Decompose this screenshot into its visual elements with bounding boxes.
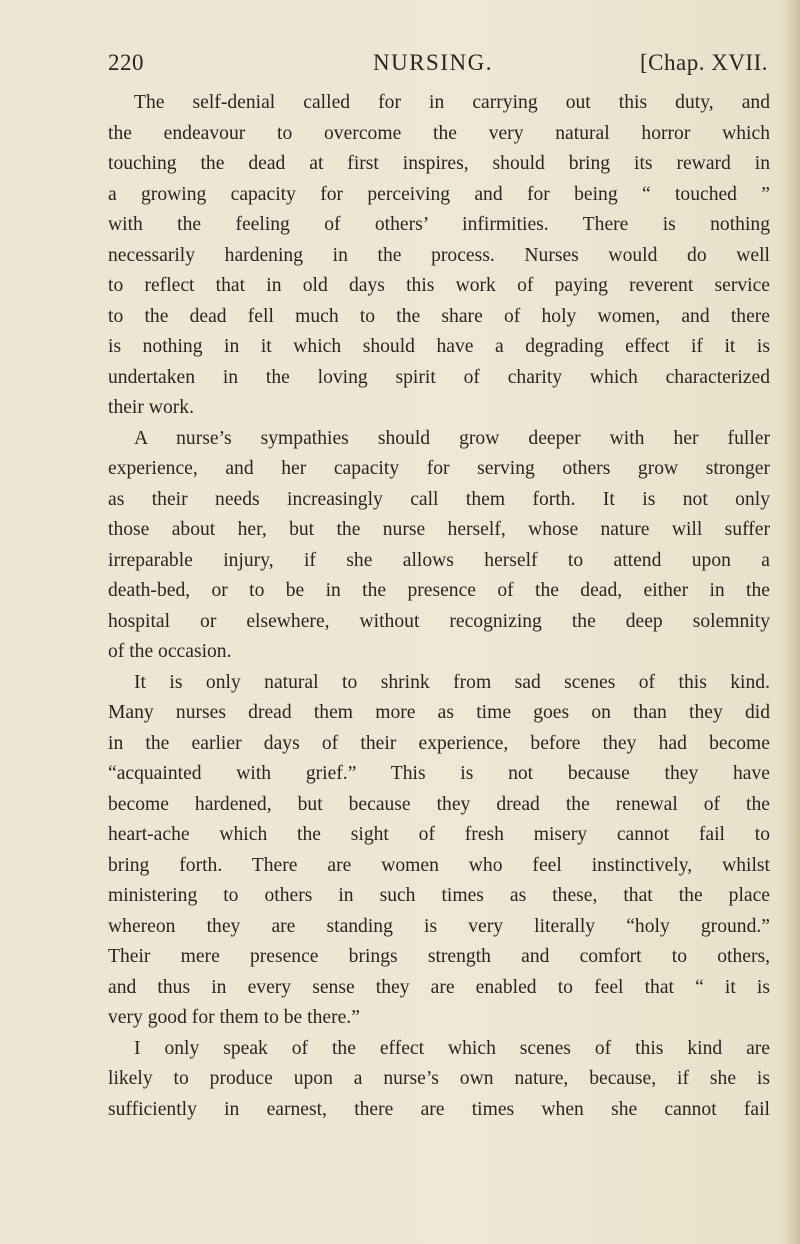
text-line: to reflect that in old days this work of paying reverent service xyxy=(108,275,770,296)
text-line: whereon they are standing is very literally “holy ground.” xyxy=(108,915,770,937)
text-line: bring forth. There are women who feel instinctively, whilst xyxy=(108,854,770,876)
text-line: touching the dead at first inspires, should bring its reward in xyxy=(108,153,770,174)
text-line: become hardened, but because they dread the renewal of the xyxy=(108,793,770,815)
text-line: the endeavour to overcome the very natural horror which xyxy=(108,122,770,144)
text-line: death-bed, or to be in the presence of the dead, either in the xyxy=(108,580,770,601)
text-line: as their needs increasingly call them forth. It is not only xyxy=(108,488,770,510)
running-header xyxy=(108,50,768,80)
running-title: NURSING. xyxy=(373,50,493,75)
text-line: A nurse’s sympathies should grow deeper with her fuller xyxy=(134,427,770,449)
text-line: experience, and her capacity for serving others grow stronger xyxy=(108,458,770,479)
text-line: undertaken in the loving spirit of charity which characterized xyxy=(108,366,770,388)
text-line: and thus in every sense they are enabled to feel that “ it is xyxy=(108,976,770,998)
text-line: The self-denial called for in carrying out this duty, and xyxy=(134,92,770,113)
text-line: heart-ache which the sight of fresh misery cannot fail to xyxy=(108,824,770,845)
text-line: of the occasion. xyxy=(108,641,232,662)
text-line: a growing capacity for perceiving and for being “ touched ” xyxy=(108,183,770,205)
text-line: very good for them to be there.” xyxy=(108,1007,360,1028)
text-line: It is only natural to shrink from sad scenes of this kind. xyxy=(134,671,770,693)
text-line: with the feeling of others’ infirmities. There is nothing xyxy=(108,214,770,235)
page-number: 220 xyxy=(108,50,144,75)
text-line: Many nurses dread them more as time goes on than they did xyxy=(108,702,770,723)
text-line: irreparable injury, if she allows herself to attend upon a xyxy=(108,549,770,571)
text-line: I only speak of the effect which scenes of this kind are xyxy=(134,1037,770,1059)
text-line: hospital or elsewhere, without recognizing the deep solemnity xyxy=(108,610,770,632)
text-line: is nothing in it which should have a degrading effect if it is xyxy=(108,336,770,357)
text-line: “acquainted with grief.” This is not because they have xyxy=(108,763,770,784)
text-line: those about her, but the nurse herself, whose nature will suffer xyxy=(108,519,770,540)
text-line: ministering to others in such times as these, that the place xyxy=(108,885,770,906)
text-line: in the earlier days of their experience, before they had become xyxy=(108,732,770,754)
text-line: Their mere presence brings strength and comfort to others, xyxy=(108,946,770,967)
text-line: their work. xyxy=(108,397,194,418)
text-line: sufficiently in earnest, there are times when she cannot fail xyxy=(108,1098,770,1120)
text-line: necessarily hardening in the process. Nurses would do well xyxy=(108,244,770,266)
chapter-label: [Chap. XVII. xyxy=(640,50,768,75)
text-line: to the dead fell much to the share of holy women, and there xyxy=(108,305,770,327)
text-line: likely to produce upon a nurse’s own nature, because, if she is xyxy=(108,1068,770,1089)
body-text xyxy=(108,88,770,1125)
page-edge-shadow xyxy=(786,0,800,1244)
